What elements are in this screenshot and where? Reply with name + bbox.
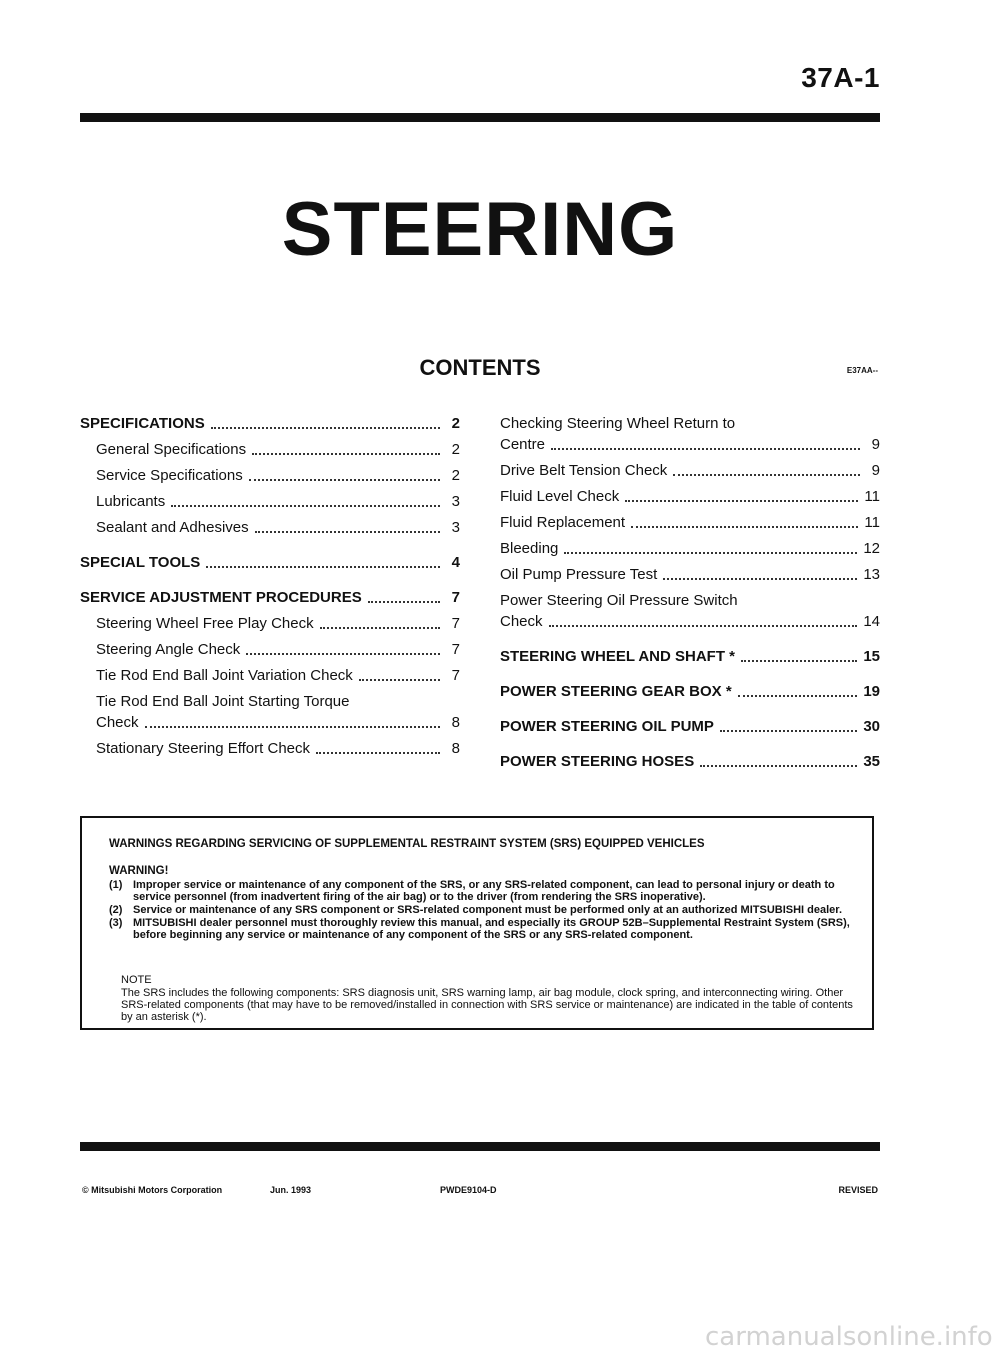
leader-dots: [738, 695, 858, 697]
toc-entry-oil-pump-pressure-test[interactable]: [500, 564, 880, 585]
toc-entry-steering-wheel-and-shaft[interactable]: [500, 646, 880, 667]
leader-dots: [145, 726, 440, 728]
toc-entry-tie-rod-starting-torque-check[interactable]: [80, 691, 460, 733]
toc-page: 8: [451, 740, 460, 757]
toc-entry-checking-steering-wheel-return[interactable]: [500, 413, 880, 455]
toc-entry-general-specifications[interactable]: [80, 439, 460, 460]
toc-label: Tie Rod End Ball Joint Variation Check: [96, 667, 353, 684]
toc-page: 8: [451, 714, 460, 731]
page-number: 37A-1: [801, 62, 880, 93]
page-title: STEERING: [281, 187, 679, 272]
toc-page: 14: [863, 613, 880, 630]
warning-item: [109, 917, 859, 941]
toc-label: SPECIAL TOOLS: [80, 554, 201, 571]
srs-warning-box: [80, 816, 874, 1030]
toc-label: Lubricants: [96, 493, 166, 510]
toc-label: Fluid Replacement: [500, 514, 626, 531]
warning-item: [109, 879, 859, 903]
toc-entry-power-steering-hoses[interactable]: [500, 751, 880, 772]
leader-dots: [663, 578, 857, 580]
leader-dots: [171, 505, 440, 507]
toc-label: Steering Angle Check: [96, 641, 241, 658]
leader-dots: [368, 601, 440, 603]
warning-label: WARNING!: [109, 865, 169, 877]
toc-label: General Specifications: [96, 441, 247, 458]
top-rule: [80, 113, 880, 122]
toc-entry-specifications[interactable]: [80, 413, 460, 434]
leader-dots: [252, 453, 440, 455]
note-text: The SRS includes the following components: SRS diagnosis unit, SRS warning lamp, air bag module, clock spring, and interconnecting wiring. Other SRS-related components (that may have to be removed/installed in connection with SRS service or maintenance) are indicated in the table of contents by an asterisk (*).: [121, 987, 853, 1023]
toc-label: SPECIFICATIONS: [80, 415, 205, 432]
toc-page: 7: [451, 589, 460, 606]
leader-dots: [359, 679, 440, 681]
toc-entry-bleeding[interactable]: [500, 538, 880, 559]
warning-item-text: MITSUBISHI dealer personnel must thoroughly review this manual, and especially its GROUP 52B–Supplemental Restraint System (SRS), before beginning any service or maintenance of any component of the SRS or any SRS-related component.: [133, 917, 850, 941]
warning-item-text: Service or maintenance of any SRS component or SRS-related component must be performed only at an authorized MITSUBISHI dealer.: [133, 904, 843, 916]
toc-entry-service-adjustment-procedures[interactable]: [80, 587, 460, 608]
toc-label: Sealant and Adhesives: [96, 519, 249, 536]
toc-page: 11: [864, 488, 880, 505]
footer-doc-code: PWDE9104-D: [440, 1185, 497, 1195]
contents-heading: CONTENTS: [419, 355, 541, 380]
toc-entry-stationary-steering-effort-check[interactable]: [80, 738, 460, 759]
leader-dots: [255, 531, 440, 533]
leader-dots: [741, 660, 857, 662]
toc-label: POWER STEERING HOSES: [500, 753, 695, 770]
toc-page: 30: [863, 718, 880, 735]
leader-dots: [625, 500, 858, 502]
toc-page: 9: [871, 436, 880, 453]
toc-label: SERVICE ADJUSTMENT PROCEDURES: [80, 589, 362, 606]
toc-left-column: [80, 413, 460, 759]
leader-dots: [564, 552, 857, 554]
toc-page: 19: [863, 683, 880, 700]
leader-dots: [206, 566, 440, 568]
warning-item-text: Improper service or maintenance of any component of the SRS, or any SRS-related component, can lead to personal injury or death to service personnel (from inadvertent firing of the air bag) or to the driver (from rendering the SRS inoperative).: [133, 879, 835, 903]
footer-status: REVISED: [838, 1185, 878, 1195]
toc-page: 4: [451, 554, 460, 571]
toc-entry-steering-wheel-free-play-check[interactable]: [80, 613, 460, 634]
leader-dots: [316, 752, 440, 754]
toc-label: Drive Belt Tension Check: [500, 462, 668, 479]
toc-label: POWER STEERING OIL PUMP: [500, 718, 714, 735]
watermark: carmanualsonline.info: [705, 1322, 993, 1352]
leader-dots: [320, 627, 440, 629]
toc-page: 7: [451, 615, 460, 632]
leader-dots: [673, 474, 860, 476]
toc-page: 15: [863, 648, 880, 665]
toc-label-line1: Power Steering Oil Pressure Switch: [500, 592, 738, 609]
toc-page: 2: [451, 441, 460, 458]
toc-entry-steering-angle-check[interactable]: [80, 639, 460, 660]
toc-label: Check: [500, 613, 543, 630]
toc-page: 3: [451, 519, 460, 536]
warning-list: [109, 879, 859, 942]
toc-page: 35: [863, 753, 880, 770]
footer-copyright: © Mitsubishi Motors Corporation: [82, 1185, 223, 1195]
toc-right-column: [500, 413, 880, 772]
toc-entry-fluid-replacement[interactable]: [500, 512, 880, 533]
warning-item-number: (1): [109, 879, 123, 891]
toc-entry-sealant-and-adhesives[interactable]: [80, 517, 460, 538]
toc-label: Steering Wheel Free Play Check: [96, 615, 314, 632]
warning-item: [109, 904, 859, 916]
toc-entry-special-tools[interactable]: [80, 552, 460, 573]
warning-title: WARNINGS REGARDING SERVICING OF SUPPLEMENTAL RESTRAINT SYSTEM (SRS) EQUIPPED VEHICLES: [109, 838, 705, 850]
toc-label: Stationary Steering Effort Check: [96, 740, 310, 757]
toc-entry-oil-pressure-switch-check[interactable]: [500, 590, 880, 632]
toc-page: 9: [871, 462, 880, 479]
toc-page: 2: [451, 415, 460, 432]
toc-entry-power-steering-oil-pump[interactable]: [500, 716, 880, 737]
leader-dots: [551, 448, 860, 450]
leader-dots: [246, 653, 440, 655]
footer-date: Jun. 1993: [270, 1185, 312, 1195]
toc-label: Oil Pump Pressure Test: [500, 566, 658, 583]
toc-entry-lubricants[interactable]: [80, 491, 460, 512]
warning-item-number: (2): [109, 904, 123, 916]
toc-label: Centre: [500, 436, 546, 453]
toc-entry-fluid-level-check[interactable]: [500, 486, 880, 507]
toc-label: Check: [96, 714, 139, 731]
toc-entry-power-steering-gear-box[interactable]: [500, 681, 880, 702]
toc-label-line1: Checking Steering Wheel Return to: [500, 415, 736, 432]
leader-dots: [211, 427, 440, 429]
toc-page: 11: [864, 514, 880, 531]
toc-label: STEERING WHEEL AND SHAFT *: [500, 648, 736, 665]
leader-dots: [631, 526, 858, 528]
toc-label: Fluid Level Check: [500, 488, 620, 505]
leader-dots: [549, 625, 858, 627]
toc-entry-drive-belt-tension-check[interactable]: [500, 460, 880, 481]
toc-page: 2: [451, 467, 460, 484]
toc-entry-service-specifications[interactable]: [80, 465, 460, 486]
bottom-rule: [80, 1142, 880, 1151]
toc-page: 3: [451, 493, 460, 510]
leader-dots: [700, 765, 857, 767]
toc-label-line1: Tie Rod End Ball Joint Starting Torque: [96, 693, 350, 710]
leader-dots: [249, 479, 440, 481]
toc-page: 12: [863, 540, 880, 557]
toc-label: Bleeding: [500, 540, 559, 557]
toc-page: 7: [451, 641, 460, 658]
toc-entry-tie-rod-variation-check[interactable]: [80, 665, 460, 686]
toc-label: Service Specifications: [96, 467, 243, 484]
toc-page: 7: [451, 667, 460, 684]
warning-item-number: (3): [109, 917, 123, 929]
leader-dots: [720, 730, 857, 732]
toc-label: POWER STEERING GEAR BOX *: [500, 683, 732, 700]
note-label: NOTE: [121, 974, 152, 986]
toc-page: 13: [863, 566, 880, 583]
contents-code: E37AA--: [846, 366, 878, 375]
